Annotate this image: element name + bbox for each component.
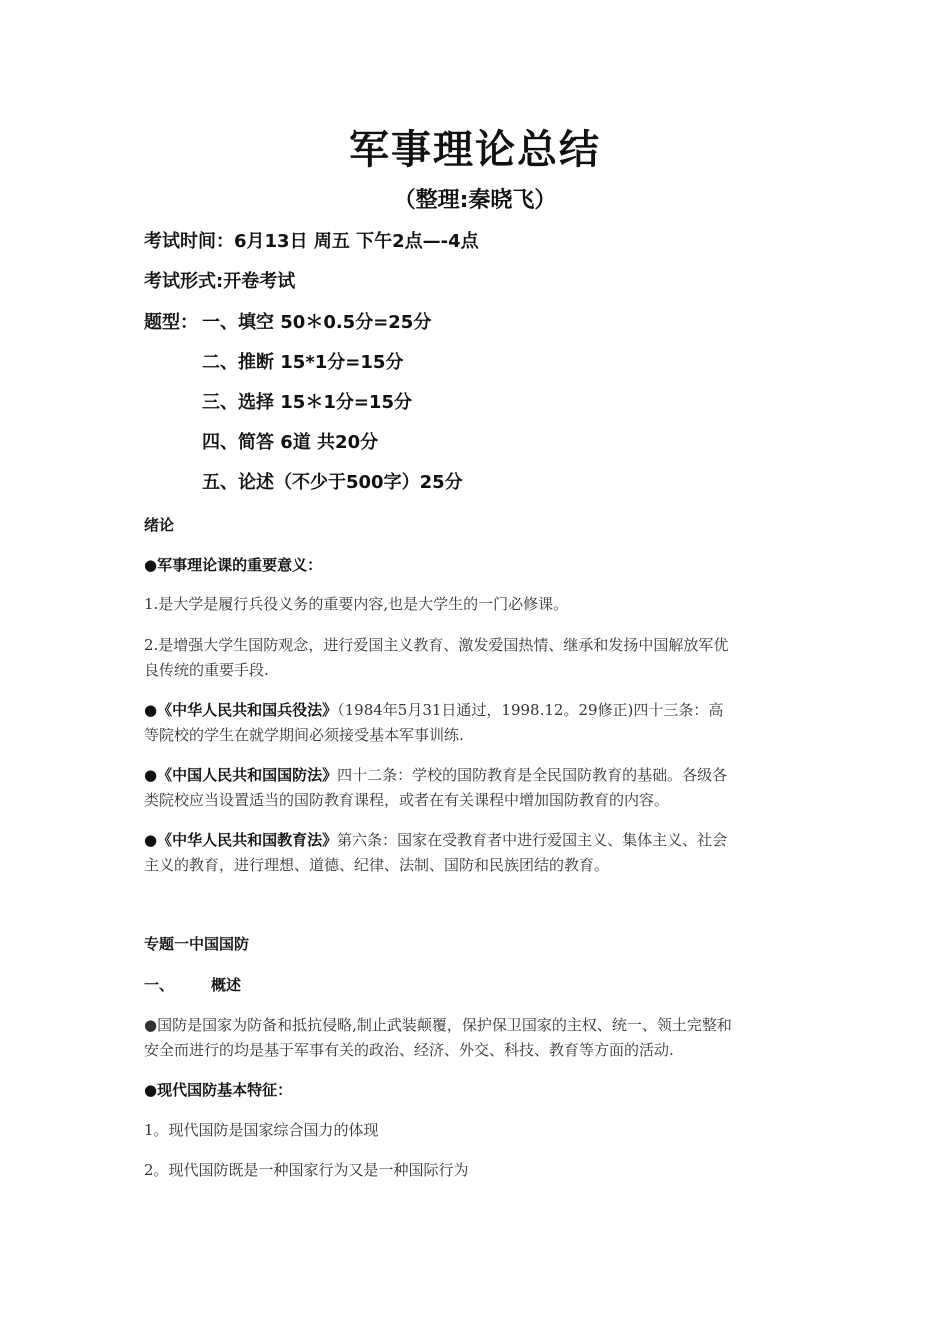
exam-types-label: 题型： [144,312,198,333]
law-paragraph-2-line2: 类院校应当设置适当的国防教育课程，或者在有关课程中增加国防教育的内容。 [144,791,670,809]
features-heading: ●现代国防基本特征： [144,1081,293,1099]
section-number: 一、 [144,976,175,994]
exam-time: 考试时间：6月13日 周五 下午2点—-4点 [144,231,479,252]
exam-type-item: 二、推断 15*1分=15分 [202,352,404,373]
document-subtitle: （整理:秦晓飞） [393,188,557,213]
section-title: 概述 [211,976,242,994]
exam-type-item: 三、选择 15＊1分=15分 [202,392,412,413]
law-name: 《中国人民共和国国防法》 [157,766,338,784]
law-paragraph-2-line1 [144,763,727,788]
feature-item-2: 2。现代国防既是一种国家行为又是一种国际行为 [144,1161,469,1179]
significance-heading: ●军事理论课的重要意义： [144,556,323,574]
document-title: 军事理论总结 [349,126,601,173]
significance-point-2-line2: 良传统的重要手段. [144,661,269,679]
law-paragraph-1-line1 [144,698,723,723]
significance-point-2-line1: 2.是增强大学生国防观念，进行爱国主义教育、激发爱国热情、继承和发扬中国解放军优 [144,636,729,654]
feature-item-1: 1。现代国防是国家综合国力的体现 [144,1121,379,1139]
defense-definition-line1: ●国防是国家为防备和抵抗侵略,制止武装颠覆，保护保卫国家的主权、统一、领土完整和 [144,1016,732,1034]
exam-type-item: 四、简答 6道 共20分 [202,432,379,453]
exam-form: 考试形式:开卷考试 [144,271,296,292]
topic-heading: 专题一中国国防 [144,935,250,953]
law-paragraph-1-line2: 等院校的学生在就学期间必须接受基本军事训练. [144,726,464,744]
bullet-marker: ● [144,766,158,784]
intro-heading: 绪论 [144,516,175,534]
bullet-marker: ● [144,701,158,719]
law-text: 第六条：国家在受教育者中进行爱国主义、集体主义、社会 [337,831,728,849]
law-paragraph-3-line2: 主义的教育，进行理想、道德、纪律、法制、国防和民族团结的教育。 [144,856,610,874]
defense-definition-line2: 安全而进行的均是基于军事有关的政治、经济、外交、科技、教育等方面的活动. [144,1041,674,1059]
law-paragraph-3-line1 [144,828,727,853]
significance-point-1: 1.是大学是履行兵役义务的重要内容,也是大学生的一门必修课。 [144,595,569,613]
law-text: （1984年5月31日通过，1998.12。29修正)四十三条：高 [337,701,724,719]
law-text: 四十二条：学校的国防教育是全民国防教育的基础。各级各 [337,766,728,784]
exam-type-item: 一、填空 50＊0.5分=25分 [202,312,432,333]
exam-type-item: 五、论述（不少于500字）25分 [202,472,463,493]
law-name: 《中华人民共和国兵役法》 [157,701,338,719]
law-name: 《中华人民共和国教育法》 [157,831,338,849]
bullet-marker: ● [144,831,158,849]
